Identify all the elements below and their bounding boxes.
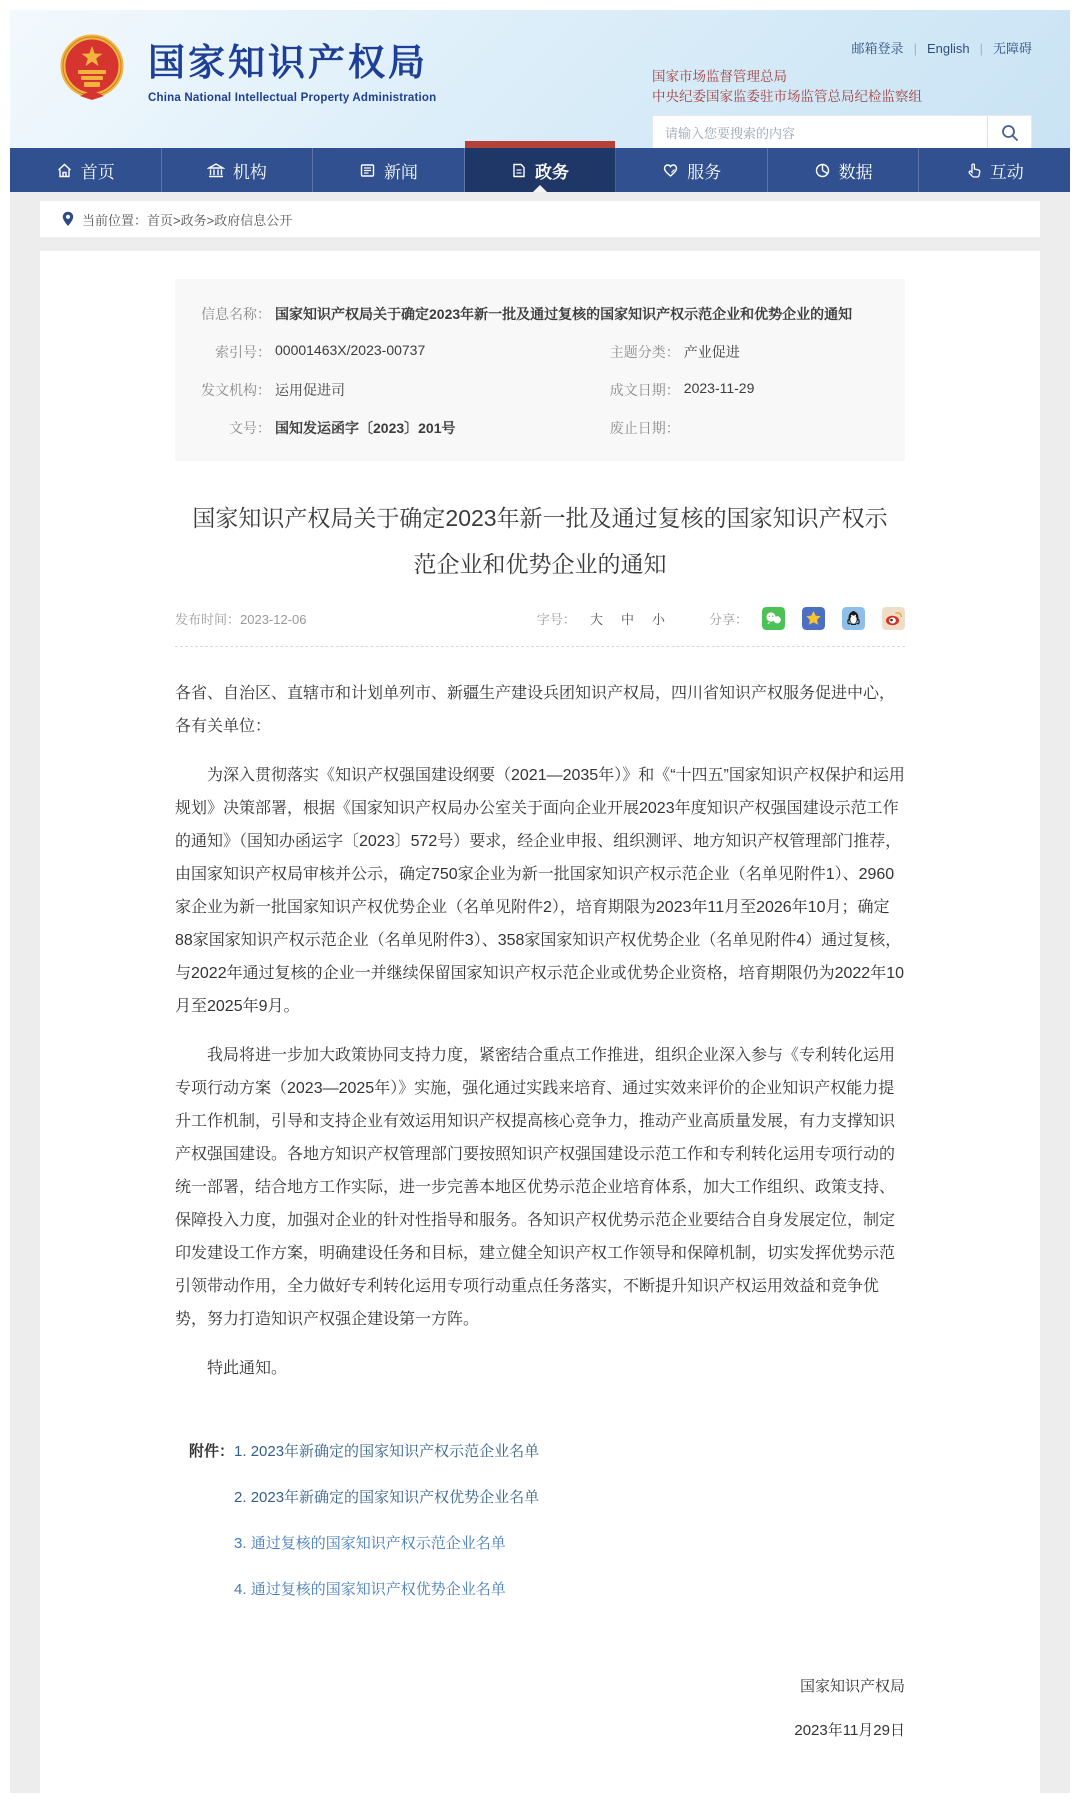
qzone-share-icon[interactable]	[802, 607, 825, 630]
nav-tab-label: 机构	[232, 162, 267, 182]
bank-icon	[207, 162, 225, 179]
paragraph-salutation: 各省、自治区、直辖市和计划单列市、新疆生产建设兵团知识产权局，四川省知识产权服务促进中心，各有关单位：	[175, 685, 896, 735]
location-pin-icon	[62, 211, 74, 227]
attachment-list	[234, 1429, 539, 1613]
national-emblem-icon	[58, 34, 126, 102]
home-icon	[56, 162, 73, 179]
brand	[58, 32, 436, 104]
share-icons	[762, 607, 905, 630]
info-docnum-value: 国知发运函字〔2023〕201号	[275, 420, 456, 436]
search-input[interactable]	[653, 116, 987, 150]
site-title: 国家知识产权局	[148, 42, 428, 83]
info-cell-repeal	[584, 418, 905, 438]
weibo-share-icon[interactable]	[882, 607, 905, 630]
nav-tab-label: 数据	[838, 162, 873, 182]
nav-tab-label: 政务	[535, 162, 570, 182]
info-repeal-label: 废止日期：	[609, 420, 680, 436]
attachment-row	[175, 1429, 905, 1613]
brand-text	[148, 32, 436, 104]
wechat-share-icon[interactable]	[762, 607, 785, 630]
info-issue-date-value: 2023-11-29	[683, 380, 755, 396]
search-bar	[652, 115, 1032, 151]
breadcrumb-path[interactable]: 首页>政务>政府信息公开	[147, 212, 293, 228]
fontsize-label: 字号：	[536, 612, 576, 627]
table-row	[175, 333, 905, 371]
nav-tab-label: 互动	[989, 162, 1024, 182]
document-info-table	[175, 279, 905, 461]
info-cell-name	[175, 304, 905, 324]
qq-share-icon[interactable]	[842, 607, 865, 630]
publish-time-value: 2023-12-06	[240, 612, 307, 627]
document-icon	[511, 162, 527, 179]
search-icon	[1001, 124, 1019, 142]
nav-tab-label: 首页	[80, 162, 115, 182]
nav-tab-home[interactable]	[10, 148, 162, 192]
link-separator: |	[913, 41, 917, 56]
nav-tab-services[interactable]	[616, 148, 768, 192]
info-topic-value: 产业促进	[683, 344, 740, 360]
info-cell-topic	[584, 342, 905, 362]
attachment-link-1[interactable]: 1. 2023年新确定的国家知识产权示范企业名单	[234, 1443, 540, 1460]
info-docnum-label: 文号：	[229, 420, 271, 436]
nav-tab-data[interactable]	[768, 148, 920, 192]
main-nav	[10, 148, 1070, 192]
signature-date: 2023年11月29日	[794, 1722, 905, 1739]
publish-time-label: 发布时间：	[175, 612, 241, 627]
fontsize-large-button[interactable]: 大	[589, 612, 603, 627]
paragraph-requirements: 我局将进一步加大政策协同支持力度，紧密结合重点工作推进，组织企业深入参与《专利转化运用专项行动方案（2023—2025年）》实施，强化通过实践来培育、通过实效来评价的企业知识产权能力提升工作机制，引导和支持企业有效运用知识产权提高核心竞争力，推动产业高质量发展，有力支撑知识产权强国建设。各地方知识产权管理部门要按照知识产权强国建设示范工作和专利转化运用专项行动的统一部署，结合地方工作实际，进一步完善本地区优势示范企业培育体系，加大工作组织、政策支持、保障投入力度，加强对企业的针对性指导和服务。各知识产权优势示范企业要结合自身发展定位，制定印发建设工作方案，明确建设任务和目标，建立健全知识产权工作领导和保障机制，切实发挥优势示范引领带动作用，全力做好专利转化运用专项行动重点任务落实，不断提升知识产权运用效益和竞争优势，努力打造知识产权强企建设第一方阵。	[175, 1047, 896, 1328]
share-label: 分享：	[708, 612, 748, 627]
nav-tab-interaction[interactable]	[919, 148, 1070, 192]
info-agency-value: 运用促进司	[275, 382, 345, 398]
top-links	[652, 38, 1032, 57]
signature-org: 国家知识产权局	[799, 1678, 905, 1695]
nav-tab-label: 新闻	[383, 162, 418, 182]
pie-chart-icon	[814, 162, 831, 179]
attachments-label: 附件：	[189, 1443, 235, 1460]
signature-block	[175, 1665, 905, 1753]
attachments	[175, 1429, 905, 1613]
info-cell-issue-date	[584, 380, 905, 400]
search-button[interactable]	[987, 116, 1031, 150]
info-issue-date-label: 成文日期：	[609, 382, 680, 398]
attachment-link-2[interactable]: 2. 2023年新确定的国家知识产权优势企业名单	[234, 1489, 540, 1506]
site-title-en: China National Intellectual Property Administration	[148, 92, 437, 104]
breadcrumb-label: 当前位置：	[82, 212, 148, 228]
accessibility-link[interactable]: 无障碍	[992, 41, 1032, 56]
page	[10, 10, 1070, 1793]
fontsize-medium-button[interactable]: 中	[620, 612, 634, 627]
gov-links	[652, 67, 1032, 107]
paragraph-decision: 为深入贯彻落实《知识产权强国建设纲要（2021—2035年）》和《“十四五”国家知识产权保护和运用规划》决策部署，根据《国家知识产权局办公室关于面向企业开展2023年度知识产权强国建设示范工作的通知》（国知办函运字〔2023〕572号）要求，经企业申报、组织测评、地方知识产权管理部门推荐，由国家知识产权局审核并公示，确定750家企业为新一批国家知识产权示范企业（名单见附件1）、2960家企业为新一批国家知识产权优势企业（名单见附件2），培育期限为2023年11月至2026年10月；确定88家国家知识产权示范企业（名单见附件3）、358家国家知识产权优势企业（名单见附件4）通过复核，与2022年通过复核的企业一并继续保留国家知识产权示范企业或优势企业资格，培育期限仍为2022年10月至2025年9月。	[175, 767, 905, 1015]
nav-tab-organization[interactable]	[162, 148, 314, 192]
breadcrumb	[40, 201, 1040, 237]
info-cell-docnum	[175, 418, 584, 438]
info-index-label: 索引号：	[215, 344, 271, 360]
nav-tab-news[interactable]	[313, 148, 465, 192]
info-cell-agency	[175, 380, 584, 400]
discipline-inspection-link[interactable]: 中央纪委国家监委驻市场监管总局纪检监察组	[652, 89, 922, 104]
table-row	[175, 295, 905, 333]
publish-time	[175, 609, 307, 628]
article-body	[175, 677, 905, 1385]
info-name-label: 信息名称：	[201, 306, 271, 322]
table-row	[175, 409, 905, 447]
heart-service-icon	[662, 162, 679, 179]
site-header	[10, 10, 1070, 148]
header-right	[652, 38, 1032, 151]
samr-link[interactable]: 国家市场监督管理总局	[652, 69, 787, 84]
attachment-link-4[interactable]: 4. 通过复核的国家知识产权优势企业名单	[234, 1581, 506, 1598]
fontsize-small-button[interactable]: 小	[651, 612, 665, 627]
table-row	[175, 371, 905, 409]
info-agency-label: 发文机构：	[201, 382, 271, 398]
info-topic-label: 主题分类：	[609, 344, 680, 360]
attachment-link-3[interactable]: 3. 通过复核的国家知识产权示范企业名单	[234, 1535, 506, 1552]
nav-tab-government[interactable]	[465, 148, 617, 192]
article-meta-row	[175, 607, 905, 647]
english-link[interactable]: English	[926, 41, 970, 56]
meta-right	[537, 607, 905, 630]
nav-tab-label: 服务	[687, 162, 722, 182]
hand-pointer-icon	[966, 162, 982, 179]
info-cell-index	[175, 342, 584, 362]
newspaper-icon	[359, 162, 376, 179]
info-name-value: 国家知识产权局关于确定2023年新一批及通过复核的国家知识产权示范企业和优势企业的通知	[275, 306, 853, 322]
paragraph-closing: 特此通知。	[207, 1360, 288, 1377]
link-separator: |	[979, 41, 983, 56]
mail-login-link[interactable]: 邮箱登录	[851, 41, 904, 56]
breadcrumb-wrap	[10, 192, 1070, 237]
info-index-value: 00001463X/2023-00737	[275, 342, 426, 358]
info-repeal-value	[680, 418, 684, 438]
content-card	[40, 251, 1040, 1793]
page-title: 国家知识产权局关于确定2023年新一批及通过复核的国家知识产权示范企业和优势企业的通知	[192, 505, 888, 577]
